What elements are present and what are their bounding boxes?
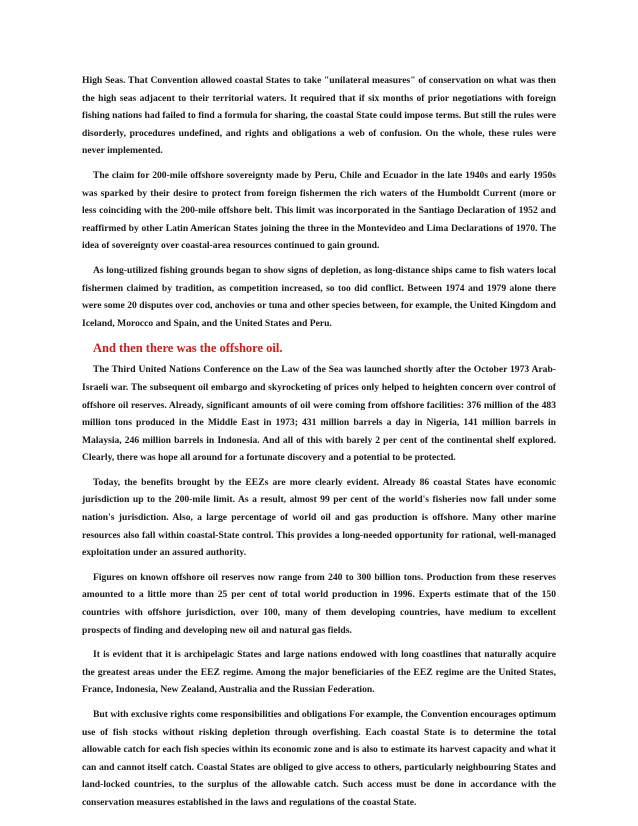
- section-heading-offshore-oil: And then there was the offshore oil.: [93, 341, 283, 356]
- paragraph-200-mile-claim: The claim for 200-mile offshore sovereignty made by Peru, Chile and Ecuador in the late 1940s and early 1950s was sparked by their desire to protect from foreign fishermen the rich waters of the Humboldt Current (more or less coinciding with the 200-mile offshore belt. This limit was incorporated in the Santiago Declaration of 1952 and reaffirmed by other Latin American States joining the three in the Montevideo and Lima Declarations of 1970. The idea of sovereignty over coastal-area resources continued to gain ground.: [82, 169, 556, 252]
- paragraph-third-conference: The Third United Nations Conference on the Law of the Sea was launched shortly after the October 1973 Arab-Israeli war. The subsequent oil embargo and skyrocketing of prices only helped to heighten concern over control of offshore oil reserves. Already, significant amounts of oil were coming from offshore facilities: 376 million of the 483 million tons produced in the Middle East in 1973; 431 million barrels a day in Nigeria, 141 million barrels in Malaysia, 246 million barrels in Indonesia. And all of this with barely 2 per cent of the continental shelf explored. Clearly, there was hope all around for a fortunate discovery and a potential to be protected.: [82, 364, 556, 464]
- paragraph-fishing-conflicts: As long-utilized fishing grounds began to show signs of depletion, as long-distance ships came to fish waters local fishermen claimed by tradition, as competition increased, so too did conflict. Between 1974 and 1979 alone there were some 20 disputes over cod, anchovies or tuna and other species between, for example, the United Kingdom and Iceland, Morocco and Spain, and the United States and Peru.: [82, 264, 556, 329]
- paragraph-eez-benefits: Today, the benefits brought by the EEZs are more clearly evident. Already 86 coastal States have economic jurisdiction up to the 200-mile limit. As a result, almost 99 per cent of the world's fisheries now fall under some nation's jurisdiction. Also, a large percentage of world oil and gas production is offshore. Many other marine resources also fall within coastal-State control. This provides a long-needed opportunity for rational, well-managed exploitation under an assured authority.: [82, 476, 556, 559]
- paragraph-archipelagic-states: It is evident that it is archipelagic States and large nations endowed with long coastlines that naturally acquire the greatest areas under the EEZ regime. Among the major beneficiaries of the EEZ regime are the United States, France, Indonesia, New Zealand, Australia and the Russian Federation.: [82, 649, 556, 696]
- paragraph-high-seas: High Seas. That Convention allowed coastal States to take "unilateral measures" of conservation on what was then the high seas adjacent to their territorial waters. It required that if six months of prior negotiations with foreign fishing nations had failed to find a formula for sharing, the coastal State could impose terms. But still the rules were disorderly, procedures undefined, and rights and obligations a web of confusion. On the whole, these rules were never implemented.: [82, 75, 556, 157]
- paragraph-oil-reserves: Figures on known offshore oil reserves now range from 240 to 300 billion tons. Production from these reserves amounted to a little more than 25 per cent of total world production in 1996. Experts estimate that of the 150 countries with offshore jurisdiction, over 100, many of them developing countries, have medium to excellent prospects of finding and developing new oil and natural gas fields.: [82, 571, 556, 636]
- paragraph-responsibilities: But with exclusive rights come responsibilities and obligations For example, the Convention encourages optimum use of fish stocks without risking depletion through overfishing. Each coastal State is to determine the total allowable catch for each fish species within its economic zone and is also to estimate its harvest capacity and what it can and cannot itself catch. Coastal States are obliged to give access to others, particularly neighbouring States and land-locked countries, to the surplus of the allowable catch. Such access must be done in accordance with the conservation measures established in the laws and regulations of the coastal State.: [82, 709, 556, 808]
